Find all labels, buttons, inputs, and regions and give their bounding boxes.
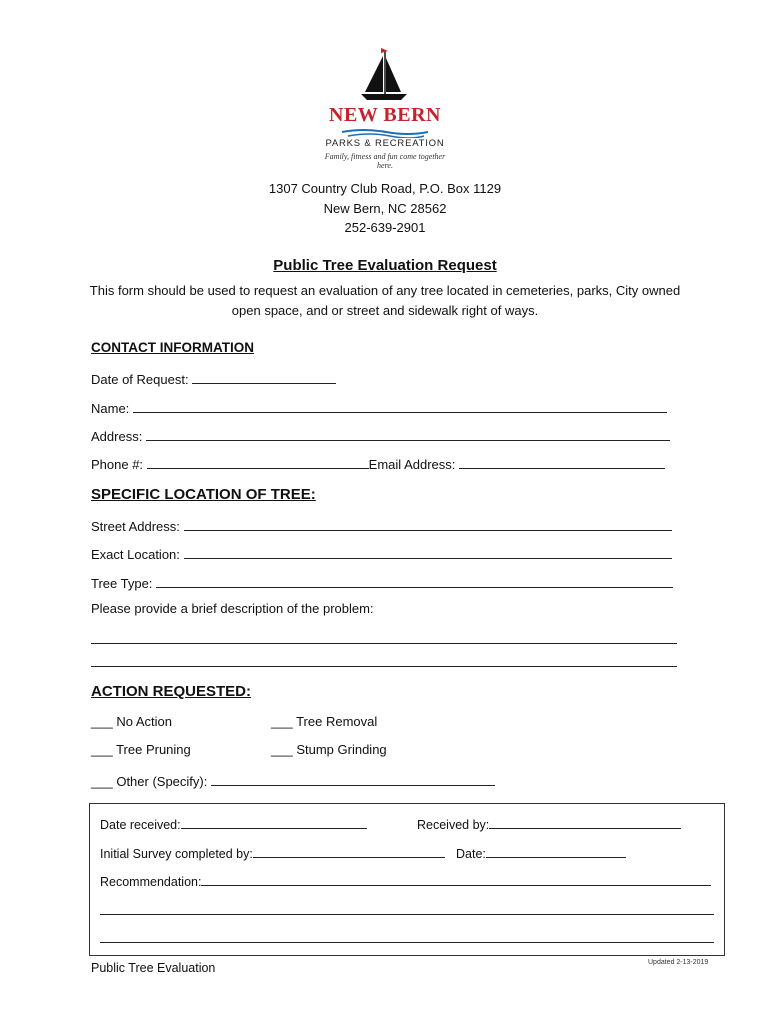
waves-icon	[340, 128, 430, 138]
form-title: Public Tree Evaluation Request	[273, 257, 497, 274]
logo-name: NEW BERN	[329, 104, 441, 126]
recommendation-field-2[interactable]	[100, 900, 714, 915]
initial-survey-label: Initial Survey completed by:	[100, 847, 253, 861]
recommendation-label: Recommendation:	[100, 875, 202, 889]
office-use-box	[89, 803, 725, 956]
description-field-2[interactable]	[91, 652, 677, 667]
description-field-1[interactable]	[91, 629, 677, 644]
initial-survey-row	[100, 843, 445, 861]
email-label: Email Address:	[368, 457, 456, 472]
logo-tagline: Family, fitness and fun come together here.	[324, 152, 446, 170]
name-label: Name:	[91, 401, 130, 416]
tree-removal-blank: ___	[271, 714, 293, 729]
option-stump-grinding[interactable]	[271, 742, 387, 757]
date-received-field[interactable]	[181, 814, 367, 829]
sailboat-icon	[355, 48, 415, 104]
tree-pruning-label: Tree Pruning	[116, 742, 191, 757]
received-by-label: Received by:	[417, 818, 490, 832]
footer-title: Public Tree Evaluation	[91, 961, 216, 975]
logo-subtitle: PARKS & RECREATION	[325, 138, 445, 149]
tree-type-label: Tree Type:	[91, 576, 153, 591]
option-tree-removal[interactable]	[271, 714, 377, 729]
street-address-row	[91, 516, 672, 534]
street-address-label: Street Address:	[91, 519, 180, 534]
description-label: Please provide a brief description of the problem:	[91, 601, 374, 616]
initial-survey-field[interactable]	[253, 843, 445, 858]
location-heading: SPECIFIC LOCATION OF TREE:	[91, 486, 316, 503]
received-by-row	[417, 814, 681, 832]
form-intro: This form should be used to request an evaluation of any tree located in cemeteries, parks, City owned open space, and or street and sidewalk right of ways.	[89, 283, 681, 318]
name-row	[91, 398, 667, 416]
recommendation-row-3	[100, 928, 714, 946]
name-field[interactable]	[133, 398, 667, 413]
survey-date-label: Date:	[456, 847, 486, 861]
date-of-request-row	[91, 369, 336, 387]
exact-location-label: Exact Location:	[91, 547, 180, 562]
tree-type-field[interactable]	[156, 573, 673, 588]
address-field[interactable]	[146, 426, 670, 441]
option-tree-pruning[interactable]	[91, 742, 191, 757]
street-address-field[interactable]	[184, 516, 672, 531]
stump-grinding-blank: ___	[271, 742, 293, 757]
recommendation-field-3[interactable]	[100, 928, 714, 943]
survey-date-row	[456, 843, 626, 861]
exact-location-row	[91, 544, 672, 562]
no-action-label: No Action	[116, 714, 172, 729]
received-by-field[interactable]	[489, 814, 681, 829]
other-specify-field[interactable]	[211, 771, 495, 786]
phone-field[interactable]	[147, 454, 369, 469]
address-street: 1307 Country Club Road, P.O. Box 1129	[268, 181, 502, 196]
date-of-request-label: Date of Request:	[91, 372, 189, 387]
address-city: New Bern, NC 28562	[323, 201, 447, 216]
survey-date-field[interactable]	[486, 843, 626, 858]
phone-email-row	[91, 454, 665, 472]
no-action-blank: ___	[91, 714, 113, 729]
other-label: Other (Specify):	[116, 774, 208, 789]
action-heading: ACTION REQUESTED:	[91, 683, 252, 700]
exact-location-field[interactable]	[184, 544, 672, 559]
stump-grinding-label: Stump Grinding	[296, 742, 387, 757]
option-no-action[interactable]	[91, 714, 172, 729]
phone-label: Phone #:	[91, 457, 144, 472]
tree-removal-label: Tree Removal	[296, 714, 378, 729]
option-other[interactable]	[91, 771, 495, 789]
recommendation-row-2	[100, 900, 714, 918]
date-received-label: Date received:	[100, 818, 181, 832]
date-received-row	[100, 814, 367, 832]
date-of-request-field[interactable]	[192, 369, 336, 384]
description-row-2	[91, 652, 677, 670]
tree-type-row	[91, 573, 673, 591]
contact-heading: CONTACT INFORMATION	[91, 340, 254, 355]
recommendation-field-1[interactable]	[201, 871, 711, 886]
address-row	[91, 426, 670, 444]
email-field[interactable]	[459, 454, 665, 469]
recommendation-row	[100, 871, 711, 889]
address-phone: 252-639-2901	[344, 220, 426, 235]
tree-pruning-blank: ___	[91, 742, 113, 757]
description-row-1	[91, 629, 677, 647]
footer-updated: Updated 2-13-2019	[648, 959, 709, 966]
other-blank: ___	[91, 774, 113, 789]
address-label: Address:	[91, 429, 143, 444]
new-bern-logo	[318, 48, 452, 168]
